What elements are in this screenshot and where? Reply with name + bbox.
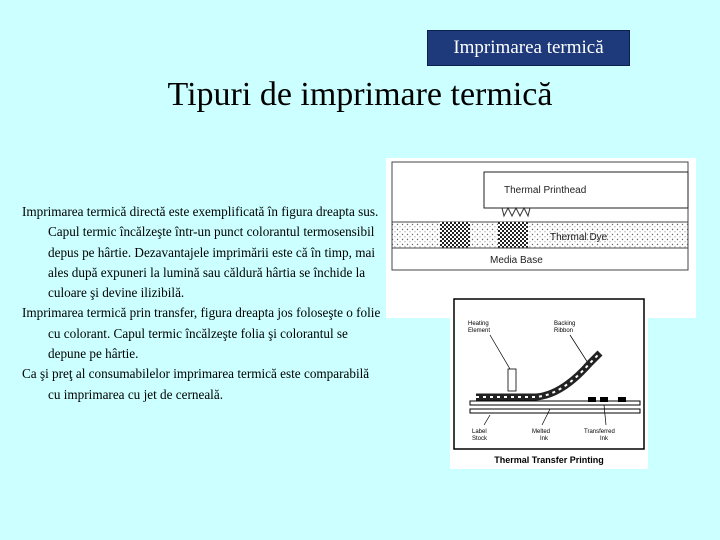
paragraph-direct: Imprimarea termică directă este exemplificată în figura dreapta sus. Capul termic încălzeşte într-un punct colorantul termosensibil depus pe hârtie. Dezavantajele imprimării este că în timp, mai ales după expuneri la lumină sau căldură hârtia se închide la culoare şi devine ilizibilă. bbox=[22, 204, 379, 301]
stock-label-2: Stock bbox=[472, 436, 488, 442]
base-label: Media Base bbox=[490, 255, 543, 266]
ink-label: Melted bbox=[532, 429, 551, 435]
body-text bbox=[22, 202, 382, 405]
dye-label: Thermal Dye bbox=[550, 232, 608, 243]
transferred-ink-dot-1 bbox=[588, 397, 596, 402]
dye-layer bbox=[392, 222, 688, 248]
label-stock-bottom bbox=[470, 409, 640, 413]
paragraph-transfer: Imprimarea termică prin transfer, figura dreapta jos foloseşte o folie cu colorant. Capul termic încălzeşte folia şi colorantul se depune pe hârtie. bbox=[22, 305, 381, 362]
heating-label-2: Element bbox=[468, 328, 491, 334]
label-stock-top bbox=[470, 401, 640, 405]
thermal-transfer-figure bbox=[450, 297, 648, 469]
ribbon-label: Backing bbox=[554, 321, 576, 327]
slide-title: Tipuri de imprimare termică bbox=[167, 76, 553, 113]
ribbon-label-2: Ribbon bbox=[554, 328, 574, 334]
transferred-label-2: Ink bbox=[600, 436, 609, 442]
dye-spot-2 bbox=[498, 222, 528, 248]
direct-thermal-figure bbox=[386, 158, 696, 318]
heating-element bbox=[508, 369, 516, 391]
transfer-caption: Thermal Transfer Printing bbox=[494, 455, 604, 465]
ink-label-2: Ink bbox=[540, 436, 549, 442]
stock-label: Label bbox=[472, 429, 487, 435]
heating-label: Heating bbox=[468, 321, 489, 327]
printhead-label: Thermal Printhead bbox=[504, 185, 587, 196]
header-tag: Imprimarea termică bbox=[427, 30, 630, 66]
dye-spot-1 bbox=[440, 222, 470, 248]
transferred-ink-dot-3 bbox=[618, 397, 626, 402]
transferred-label: Transferred bbox=[584, 429, 615, 435]
paragraph-cost: Ca şi preţ al consumabilelor imprimarea termică este comparabilă cu imprimarea cu jet de cerneală. bbox=[22, 366, 370, 402]
transferred-ink-dot-2 bbox=[600, 397, 608, 402]
